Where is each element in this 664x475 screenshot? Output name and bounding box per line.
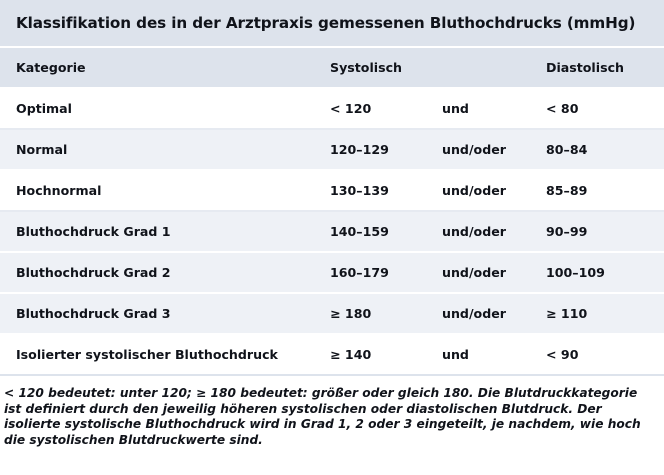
cell-systolic: < 120 <box>330 88 442 129</box>
cell-systolic: 120–129 <box>330 129 442 170</box>
cell-conjunction: und/oder <box>442 129 546 170</box>
table-title-bar <box>0 0 664 48</box>
cell-systolic: 130–139 <box>330 170 442 211</box>
cell-conjunction: und/oder <box>442 211 546 252</box>
cell-diastolic: 85–89 <box>546 170 664 211</box>
cell-category: Isolierter systolischer Bluthochdruck <box>0 334 330 375</box>
column-header-category: Kategorie <box>0 48 330 88</box>
cell-diastolic: ≥ 110 <box>546 293 664 334</box>
cell-diastolic: 100–109 <box>546 252 664 293</box>
cell-category: Hochnormal <box>0 170 330 211</box>
cell-diastolic: < 80 <box>546 88 664 129</box>
table-footnote: < 120 bedeutet: unter 120; ≥ 180 bedeutet: größer oder gleich 180. Die Blutdruckkategorie ist definiert durch den jeweilig höheren systolischen oder diastolischen Blutdruck. Der isolierte systolische Bluthochdruck wird in Grad 1, 2 oder 3 eingeteilt, je nachdem, wie hoch die systolischen Blutdruckwerte sind. <box>4 386 641 448</box>
table-title: Klassifikation des in der Arztpraxis gemessenen Bluthochdrucks (mmHg) <box>16 14 636 32</box>
cell-systolic: 140–159 <box>330 211 442 252</box>
cell-conjunction: und/oder <box>442 252 546 293</box>
table-row <box>0 334 664 375</box>
table-header-row <box>0 48 664 88</box>
column-header-diastolic: Diastolisch <box>546 48 664 88</box>
cell-category: Normal <box>0 129 330 170</box>
table-row <box>0 129 664 170</box>
cell-systolic: 160–179 <box>330 252 442 293</box>
cell-systolic: ≥ 180 <box>330 293 442 334</box>
table-row <box>0 211 664 252</box>
table-row <box>0 293 664 334</box>
table-row <box>0 88 664 129</box>
cell-category: Bluthochdruck Grad 3 <box>0 293 330 334</box>
column-header-conjunction <box>442 48 546 88</box>
table-row <box>0 252 664 293</box>
cell-conjunction: und <box>442 88 546 129</box>
cell-conjunction: und/oder <box>442 170 546 211</box>
cell-category: Bluthochdruck Grad 1 <box>0 211 330 252</box>
cell-diastolic: 90–99 <box>546 211 664 252</box>
cell-conjunction: und/oder <box>442 293 546 334</box>
cell-systolic: ≥ 140 <box>330 334 442 375</box>
cell-diastolic: 80–84 <box>546 129 664 170</box>
cell-conjunction: und <box>442 334 546 375</box>
cell-category: Bluthochdruck Grad 2 <box>0 252 330 293</box>
blood-pressure-table <box>0 48 664 376</box>
column-header-systolic: Systolisch <box>330 48 442 88</box>
cell-diastolic: < 90 <box>546 334 664 375</box>
cell-category: Optimal <box>0 88 330 129</box>
table-row <box>0 170 664 211</box>
